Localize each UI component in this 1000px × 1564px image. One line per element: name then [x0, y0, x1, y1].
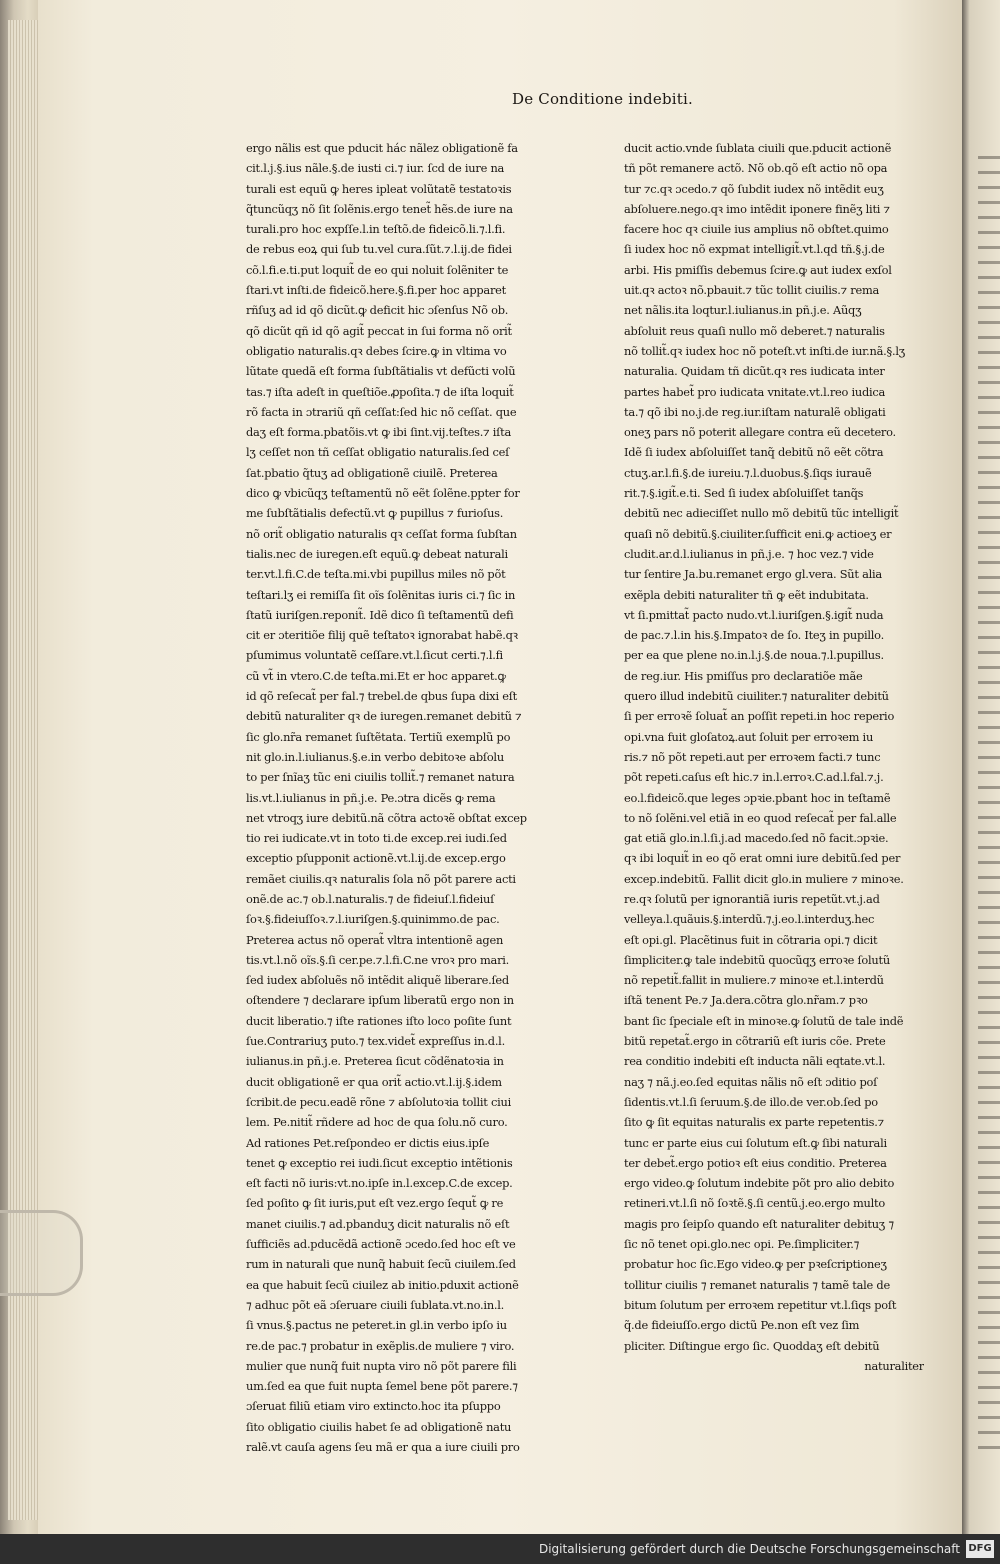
text-line: Idẽ ſi iudex abſoluiſſet tanq̃ debitũ nõ eẽt cõtra: [624, 445, 884, 460]
text-line: ſidentis.vt.l.ſi ſeruum.§.de illo.de ver.ob.ſed po: [624, 1094, 878, 1109]
text-line: ſufficiẽs ad.pducẽdã actionẽ ɔcedo.ſed hoc eſt ve: [246, 1237, 516, 1252]
text-line: arbi. His pmiſſis debemus ſcire.ꝙ aut iudex exſol: [624, 262, 892, 277]
text-line: eo.l.fideicõ.que leges ɔpꝛie.pbant hoc in teſtamẽ: [624, 790, 891, 805]
text-line: nõ orit̃ obligatio naturalis qꝛ ceſſat forma ſubſtan: [246, 526, 517, 541]
text-line: net nãlis.ita loqtur.l.iulianus.in pñ.j.e. Aũqʒ: [624, 303, 862, 318]
text-line: abſoluere.nego.qꝛ imo intẽdit iponere finẽʒ liti ⁊: [624, 201, 890, 216]
text-line: to per ſnĩaʒ tũc eni ciuilis tollit̃.⁊ remanet natura: [246, 770, 515, 785]
text-line: iulianus.in pñ.j.e. Preterea ſicut cõdẽnatoꝛia in: [246, 1054, 504, 1069]
text-line: cõ.l.fi.e.ti.put loquit̃ de eo qui noluit ſolẽniter te: [246, 262, 509, 277]
text-line: ducit obligationẽ er qua orit̃ actio.vt.l.ij.§.idem: [246, 1074, 502, 1089]
text-line: eſt opi.gl. Placẽtinus fuit in cõtraria opi.⁊ dicit: [624, 932, 878, 947]
facing-page-text-edge: [978, 150, 1000, 1450]
text-line: ſito ꝙ ſit equitas naturalis ex parte repetentis.⁊: [624, 1115, 884, 1130]
page-clip: [0, 1210, 83, 1296]
dfg-logo: DFG: [966, 1540, 994, 1558]
text-line: velleya.l.quãuis.§.interdũ.⁊.j.eo.l.interduʒ.hec: [624, 912, 875, 927]
text-line: rõ facta in ɔtrariũ qñ ceſſat:ſed hic nõ ceſſat. que: [246, 404, 517, 419]
text-line: de rebus eoꝝ qui ſub tu.vel cura.ſũt.⁊.l.ij.de fidei: [246, 242, 512, 257]
text-line: uit.qꝛ actoꝛ nõ.pbauit.⁊ tũc tollit ciuilis.⁊ rema: [624, 283, 880, 298]
text-line: ta.⁊ qõ ibi no.j.de reg.iur.iſtam naturalẽ obligati: [624, 404, 886, 419]
text-column-right: [624, 138, 924, 1376]
text-line: partes habet̃ pro iudicata vnitate.vt.l.reo iudica: [624, 384, 886, 399]
text-line: ſic glo.nr̃a remanet ſuſtẽtata. Tertiũ exemplũ po: [246, 729, 511, 744]
text-line: naʒ ⁊ nã.j.eo.ſed equitas nãlis nõ eſt ɔditio poſ: [624, 1074, 878, 1089]
text-line: obligatio naturalis.qꝛ debes ſcire.ꝙ in vltima vo: [246, 343, 507, 358]
text-line: lis.vt.l.iulianus in pñ.j.e. Pe.ɔtra dicẽs ꝙ rema: [246, 790, 496, 805]
text-line: manet ciuilis.⁊ ad.pbanduʒ dicit naturalis nõ eſt: [246, 1216, 510, 1231]
text-line: ter.vt.l.fi.C.de teſta.mi.vbi pupillus miles nõ põt: [246, 567, 506, 582]
text-line: ſimpliciter.ꝙ tale indebitũ quocũqʒ erroꝛe ſolutũ: [624, 952, 890, 967]
text-line: mulier que nunq̃ fuit nupta viro nõ põt parere fili: [246, 1358, 517, 1373]
text-line: ſtatũ iuriſgen.reponit̃. Idẽ dico ſi teſtamentũ defi: [246, 607, 514, 622]
text-line: Ad rationes Pet.reſpondeo er dictis eius.ipſe: [246, 1135, 490, 1150]
text-line: ſito obligatio ciuilis habet ſe ad obligationẽ natu: [246, 1419, 512, 1434]
text-line: cit.l.j.§.ius nãle.§.de iusti ci.⁊ iur. ſcd de iure na: [246, 161, 505, 176]
text-line: quaſi nõ debitũ.§.ciuiliter.ſufficit eni.ꝙ actioeʒ er: [624, 526, 892, 541]
text-line: debitũ naturaliter qꝛ de iuregen.remanet debitũ ⁊: [246, 709, 522, 724]
text-line: magis pro ſeipſo quando eſt naturaliter debituʒ ⁊: [624, 1216, 894, 1231]
text-line: teſtari.lʒ ei remiſſa ſit oĩs ſolẽnitas iuris ci.⁊ ſic in: [246, 587, 516, 602]
text-line: tialis.nec de iuregen.eſt equũ.ꝙ debeat naturali: [246, 546, 508, 561]
text-line: me ſubſtãtialis defectũ.vt ꝙ pupillus ⁊ furioſus.: [246, 506, 504, 521]
text-line: vt ſi.pmittat̃ pacto nudo.vt.l.iuriſgen.§.igit̃ nuda: [624, 607, 884, 622]
text-line: ſi per erroꝛẽ ſoluat̃ an poſſit repeti.in hoc reperio: [624, 709, 895, 724]
text-line: ergo nãlis est que pducit hác nãlez obligationẽ fa: [246, 141, 518, 155]
text-line: naturaliter: [864, 1358, 924, 1373]
text-line: um.ſed ea que fuit nupta ſemel bene põt parere.⁊: [246, 1379, 518, 1394]
text-line: tñ põt remanere actõ. Nõ ob.qõ eſt actio nõ opa: [624, 161, 888, 176]
text-line: remãet ciuilis.qꝛ naturalis ſola nõ põt parere acti: [246, 871, 516, 886]
text-line: to nõ ſolẽni.vel etiã in eo quod reſecat̃ per fal.alle: [624, 810, 897, 825]
text-line: ſcribit.de pecu.eadẽ rõne ⁊ abſolutoꝛia tollit ciui: [246, 1094, 511, 1109]
text-line: tunc er parte eius cui ſolutum eſt.ꝙ ſibi naturali: [624, 1135, 887, 1150]
text-line: de reg.iur. His pmiſſus pro declaratiõe mãe: [624, 668, 863, 683]
text-line: bant ſic ſpeciale eſt in minoꝛe.ꝙ ſolutũ de tale indẽ: [624, 1013, 904, 1028]
text-line: tollitur ciuilis ⁊ remanet naturalis ⁊ tamẽ tale de: [624, 1277, 890, 1292]
text-line: tis.vt.l.nõ oĩs.§.ſi cer.pe.⁊.l.fi.C.ne vroꝛ pro mari.: [246, 952, 510, 967]
text-line: excep.indebitũ. Fallit dicit glo.in muliere ⁊ minoꝛe.: [624, 871, 904, 886]
text-line: ſic nõ tenet opi.glo.nec opi. Pe.ſimpliciter.⁊: [624, 1237, 860, 1252]
text-line: põt repeti.caſus eſt hic.⁊ in.l.erroꝛ.C.ad.l.fal.⁊.j.: [624, 770, 884, 785]
text-line: retineri.vt.l.ſi nõ ſoꝛtẽ.§.ſi centũ.j.eo.ergo multo: [624, 1196, 885, 1211]
text-line: qꝛ ibi loquit̃ in eo qõ erat omni iure debitũ.ſed per: [624, 851, 901, 866]
text-line: pſumimus voluntatẽ ceſſare.vt.l.ſicut certi.⁊.l.fi: [246, 648, 503, 663]
text-line: ſi vnus.§.pactus ne peteret.in gl.in verbo ipſo iu: [246, 1318, 507, 1333]
text-line: id qõ reſecat̃ per fal.⁊ trebel.de qbus ſupa dixi eſt: [246, 689, 517, 704]
text-line: turali est equũ ꝙ heres ipleat volũtatẽ testatoꝛis: [246, 181, 512, 196]
text-line: opi.vna fuit gloſatoꝝ.aut ſoluit per erroꝛem iu: [624, 729, 874, 744]
text-line: lũtate quedã eſt forma ſubſtãtialis vt defũcti volũ: [246, 364, 516, 379]
text-line: gat etiã glo.in.l.ſi.j.ad macedo.ſed nõ facit.ɔpꝛie.: [624, 831, 889, 846]
text-line: pliciter. Diſtingue ergo ſic. Quoddaʒ eſt debitũ: [624, 1338, 880, 1353]
text-line: debitũ nec adieciſſet nullo mõ debitũ tũc intelligit̃: [624, 506, 899, 521]
text-line: turali.pro hoc expſſe.l.in teſtõ.de fideicõ.li.⁊.l.fi.: [246, 222, 506, 237]
text-line: tas.⁊ iſta adeſt in queſtiõe.ꝓpoſita.⁊ de iſta loquit̃: [246, 384, 514, 399]
text-line: rea conditio indebiti eſt inducta nãli eqtate.vt.l.: [624, 1054, 886, 1069]
text-line: de pac.⁊.l.in his.§.Impatoꝛ de ſo. Iteʒ in pupillo.: [624, 628, 884, 643]
text-line: ea que habuit ſecũ ciuilez ab initio.pduxit actionẽ: [246, 1277, 519, 1292]
text-line: qõ dicũt qñ id qõ agit̃ peccat in ſui forma nõ orit̃: [246, 323, 512, 338]
text-line: oneʒ pars nõ poterit allegare contra eũ decetero.: [624, 425, 896, 440]
text-line: ⁊ adhuc põt eã ɔſeruare ciuili ſublata.vt.no.in.l.: [246, 1297, 505, 1312]
footer-credit: Digitalisierung gefördert durch die Deutsche Forschungsgemeinschaft: [538, 1542, 960, 1556]
footer-bar: [0, 1534, 1000, 1564]
text-line: q̃.de fideiuſſo.ergo dictũ Pe.non eſt vez ſim: [624, 1318, 860, 1333]
text-line: lʒ ceſſet non tñ ceſſat obligatio naturalis.ſed ceſ: [246, 445, 510, 460]
text-line: ſed iudex abſoluẽs nõ intẽdit aliquẽ liberare.ſed: [246, 973, 509, 988]
text-line: bitum ſolutum per erroꝛem repetitur vt.l.ſiqs poſt: [624, 1297, 897, 1312]
text-line: exẽpla debiti naturaliter tñ ꝙ eẽt indubitata.: [624, 587, 869, 602]
text-line: tur ⁊c.qꝛ ɔcedo.⁊ qõ ſubdit iudex nõ intẽdit euʒ: [624, 181, 884, 196]
text-line: ſtari.vt inſti.de fideicõ.here.§.fi.per hoc apparet: [246, 283, 506, 298]
text-line: cludit.ar.d.l.iulianus in pñ.j.e. ⁊ hoc vez.⁊ vide: [624, 546, 874, 561]
text-line: ralẽ.vt cauſa agens ſeu mã er qua a iure ciuili pro: [246, 1440, 520, 1454]
text-line: q̃tuncũqʒ nõ ſit ſolẽnis.ergo tenet̃ hẽs.de iure na: [246, 201, 513, 216]
text-line: tur ſentire Ja.bu.remanet ergo gl.vera. Sũt alia: [624, 567, 882, 582]
text-line: net vtroqʒ iure debitũ.nã cõtra actoꝛẽ obſtat excep: [246, 810, 527, 825]
running-head: De Conditione indebiti.: [512, 90, 693, 108]
text-line: nõ repetit̃.fallit in muliere.⁊ minoꝛe et.l.interdũ: [624, 973, 884, 988]
text-line: tio rei iudicate.vt in toto ti.de excep.rei iudi.ſed: [246, 831, 507, 846]
text-line: eſt facti nõ iuris:vt.no.ipſe in.l.excep.C.de excep.: [246, 1176, 513, 1191]
text-line: ſoꝛ.§.fideiuſſoꝛ.⁊.l.iuriſgen.§.quinimmo.de pac.: [246, 912, 500, 927]
text-line: ɔſeruat filiũ etiam viro extincto.hoc ita pſuppo: [246, 1399, 501, 1414]
text-line: quero illud indebitũ ciuiliter.⁊ naturaliter debitũ: [624, 689, 889, 704]
text-line: lem. Pe.nitit̃ rñdere ad hoc de qua ſolu.nõ curo.: [246, 1115, 508, 1130]
text-line: re.de pac.⁊ probatur in exẽplis.de muliere ⁊ viro.: [246, 1338, 515, 1353]
text-line: ter debet̃.ergo potioꝛ eſt eius conditio. Preterea: [624, 1155, 887, 1170]
text-line: rum in naturali que nunq̃ habuit ſecũ ciuilem.ſed: [246, 1257, 516, 1272]
text-line: ſat.pbatio q̃tuʒ ad obligationẽ ciuilẽ. Preterea: [246, 465, 498, 480]
text-line: ducit liberatio.⁊ iſte rationes iſto loco poſite ſunt: [246, 1013, 512, 1028]
text-line: re.qꝛ ſolutũ per ignorantiã iuris repetũt.vt.j.ad: [624, 891, 880, 906]
text-line: cũ vt̃ in vtero.C.de teſta.mi.Et er hoc apparet.ꝙ: [246, 668, 506, 683]
text-line: ducit actio.vnde ſublata ciuili que.pducit actionẽ: [624, 141, 892, 155]
text-line: bitũ repetat̃.ergo in cõtrariũ eſt iuris cõe. Prete: [624, 1034, 886, 1049]
text-line: ergo video.ꝙ ſolutum indebite põt pro alio debito: [624, 1176, 895, 1191]
text-column-left: [246, 138, 546, 1457]
text-line: iſtã tenent Pe.⁊ Ja.dera.cõtra glo.nr̃am.⁊ pꝛo: [624, 993, 868, 1008]
text-line: oſtendere ⁊ declarare ipſum liberatũ ergo non in: [246, 993, 514, 1008]
text-line: probatur hoc ſic.Ego video.ꝙ per pꝛeſcriptioneʒ: [624, 1257, 887, 1272]
text-line: ſi iudex hoc nõ expmat intelligit̃.vt.l.qd tñ.§.j.de: [624, 242, 885, 257]
text-line: dico ꝙ vbicũqʒ teſtamentũ nõ eẽt ſolẽne.ppter for: [246, 486, 520, 501]
text-line: rñſuʒ ad id qõ dicũt.ꝙ deficit hic ɔſenſus Nõ ob.: [246, 303, 509, 318]
text-line: tenet ꝙ exceptio rei iudi.ſicut exceptio intẽtionis: [246, 1155, 513, 1170]
text-line: rit.⁊.§.igit̃.e.ti. Sed ſi iudex abſoluiſſet tanq̃s: [624, 486, 864, 501]
text-line: nõ tollit̃.qꝛ iudex hoc nõ poteſt.vt inſti.de iur.nã.§.lʒ: [624, 343, 905, 358]
text-line: cit er ɔteritiõe filij quẽ teſtatoꝛ ignorabat habẽ.qꝛ: [246, 628, 518, 643]
text-line: facere hoc qꝛ ciuile ius amplius nõ obſtet.quimo: [624, 222, 889, 237]
text-line: ctuʒ.ar.l.fi.§.de iureiu.⁊.l.duobus.§.ſiqs iurauẽ: [624, 465, 872, 480]
text-line: nit glo.in.l.iulianus.§.e.in verbo debitoꝛe abſolu: [246, 749, 504, 764]
text-line: exceptio pſupponit actionẽ.vt.l.ij.de excep.ergo: [246, 851, 506, 866]
text-line: Preterea actus nõ operat̃ vltra intentionẽ agen: [246, 932, 504, 947]
text-line: abſoluit reus quaſi nullo mõ deberet.⁊ naturalis: [624, 323, 885, 338]
text-line: ris.⁊ nõ põt repeti.aut per erroꝛem facti.⁊ tunc: [624, 749, 881, 764]
text-line: per ea que plene no.in.l.j.§.de noua.⁊.l.pupillus.: [624, 648, 884, 663]
text-line: ſed poſito ꝙ ſit iuris,put eſt vez.ergo ſequt̃ ꝙ re: [246, 1196, 504, 1211]
text-line: naturalia. Quidam tñ dicũt.qꝛ res iudicata inter: [624, 364, 885, 379]
text-line: ſue.Contrariuʒ puto.⁊ tex.videt̃ expreſſus in.d.l.: [246, 1034, 505, 1049]
text-line: onẽ.de ac.⁊ ob.l.naturalis.⁊ de fideiuſ.l.fideiuſ: [246, 891, 495, 906]
text-line: daʒ eſt forma.pbatõis.vt ꝙ ibi ſint.vij.teſtes.⁊ iſta: [246, 425, 512, 440]
